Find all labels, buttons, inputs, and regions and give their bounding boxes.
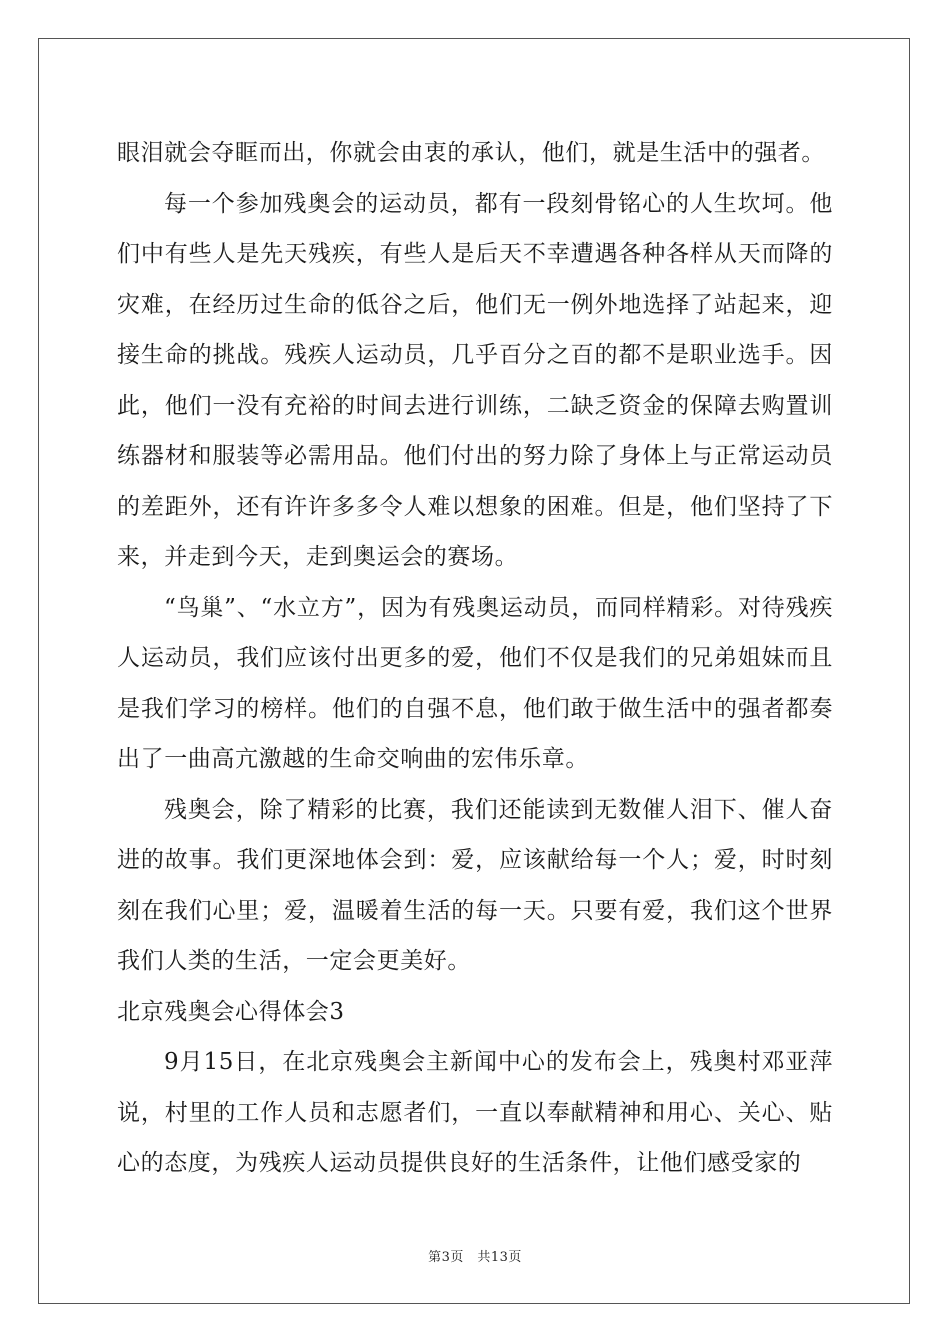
- paragraph-press-conference: 9月15日，在北京残奥会主新闻中心的发布会上，残奥村邓亚萍说，村里的工作人员和志愿者们，一直以奉献精神和用心、关心、贴心的态度，为残疾人运动员提供良好的生活条件，让他们感受家的: [117, 1049, 833, 1176]
- paragraph-continuation: 眼泪就会夺眶而出，你就会由衷的承认，他们，就是生活中的强者。: [117, 140, 825, 166]
- document-body: [117, 128, 833, 1189]
- paragraph-athletes: 每一个参加残奥会的运动员，都有一段刻骨铭心的人生坎坷。他们中有些人是先天残疾，有些人是后天不幸遭遇各种各样从天而降的灾难，在经历过生命的低谷之后，他们无一例外地选择了站起来，迎接生命的挑战。残疾人运动员，几乎百分之百的都不是职业选手。因此，他们一没有充裕的时间去进行训练，二缺乏资金的保障去购置训练器材和服装等必需用品。他们付出的努力除了身体上与正常运动员的差距外，还有许许多多令人难以想象的困难。但是，他们坚持了下来，并走到今天，走到奥运会的赛场。: [117, 190, 833, 570]
- paragraph-venues: “鸟巢”、“水立方”，因为有残奥运动员，而同样精彩。对待残疾人运动员，我们应该付出更多的爱，他们不仅是我们的兄弟姐妹而且是我们学习的榜样。他们的自强不息，他们敢于做生活中的强者都奏出了一曲高亢激越的生命交响曲的宏伟乐章。: [117, 594, 833, 772]
- paragraph-love: 残奥会，除了精彩的比赛，我们还能读到无数催人泪下、催人奋进的故事。我们更深地体会到：爱，应该献给每一个人；爱，时时刻刻在我们心里；爱，温暖着生活的每一天。只要有爱，我们这个世界我们人类的生活，一定会更美好。: [117, 796, 833, 974]
- section-heading: 北京残奥会心得体会3: [117, 998, 345, 1025]
- page-footer: 第3页 共13页: [428, 1250, 522, 1265]
